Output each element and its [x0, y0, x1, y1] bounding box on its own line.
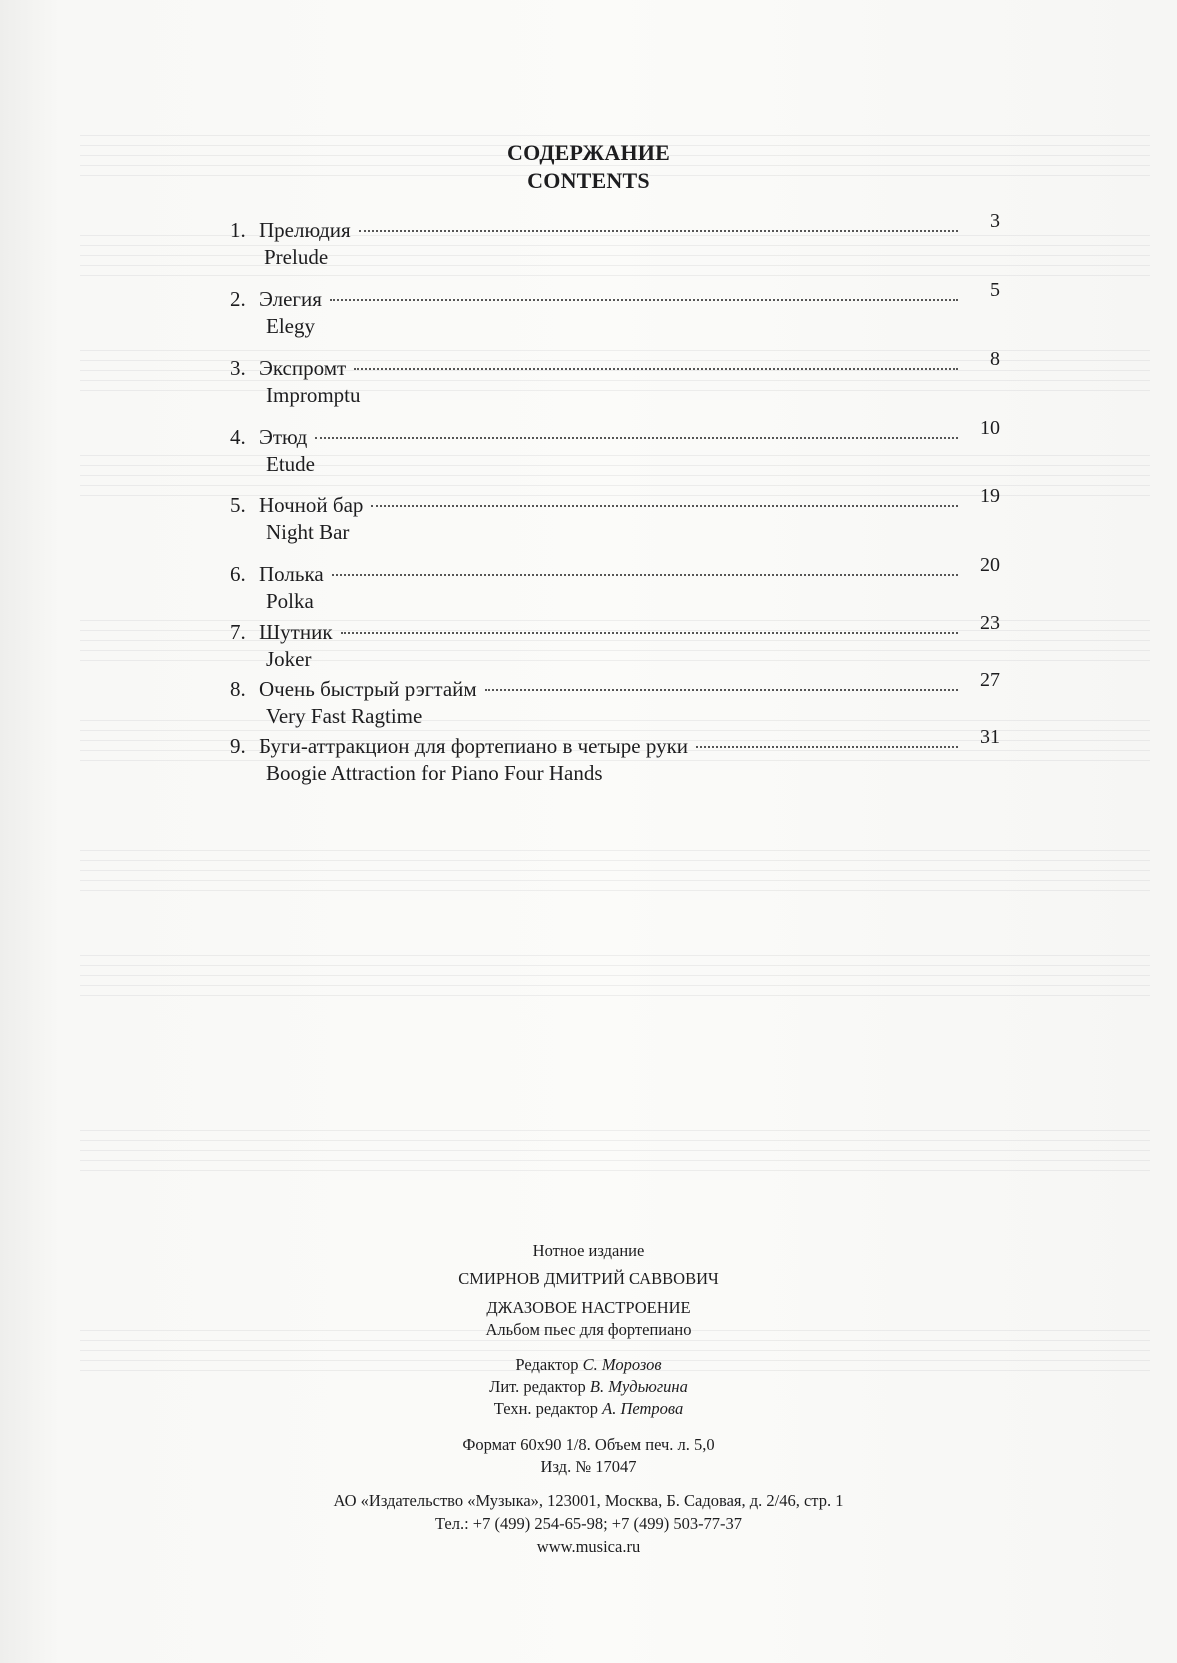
imprint-subtitle: Альбом пьес для фортепиано — [485, 1320, 692, 1339]
dot-leader — [354, 368, 958, 370]
toc-title-en: Impromptu — [266, 383, 361, 407]
toc-number: 4. — [230, 425, 246, 449]
toc-entry[interactable] — [230, 279, 1000, 339]
imprint-format: Формат 60х90 1/8. Объем печ. л. 5,0 — [462, 1435, 715, 1454]
imprint-publisher: АО «Издательство «Музыка», 123001, Москва, Б. Садовая, д. 2/46, стр. 1 — [333, 1491, 844, 1510]
imprint-website[interactable]: www.musica.ru — [536, 1537, 641, 1556]
lit-editor-label: Лит. редактор — [489, 1377, 586, 1396]
toc-entry[interactable] — [230, 554, 1000, 614]
toc-title-ru: Очень быстрый рэгтайм — [259, 677, 477, 701]
dot-leader — [359, 230, 958, 232]
dot-leader — [330, 299, 958, 301]
toc-title-ru: Этюд — [259, 425, 308, 449]
toc-title-ru: Полька — [259, 562, 324, 586]
toc-entry[interactable] — [230, 485, 1000, 545]
toc-page-number: 20 — [980, 554, 1000, 576]
contents-heading-en: CONTENTS — [527, 168, 650, 193]
toc-entry[interactable] — [230, 348, 1000, 408]
imprint-edition-type: Нотное издание — [532, 1241, 645, 1260]
imprint-author: СМИРНОВ ДМИТРИЙ САВВОВИЧ — [458, 1269, 719, 1288]
toc-number: 5. — [230, 493, 246, 517]
bleed-staff — [80, 850, 1150, 900]
toc-number: 6. — [230, 562, 246, 586]
bleed-staff — [80, 1130, 1150, 1180]
toc-number: 3. — [230, 356, 246, 380]
dot-leader — [485, 689, 958, 691]
toc-page-number: 27 — [980, 669, 1000, 691]
imprint-editor — [0, 1354, 1177, 1375]
toc-title-ru: Элегия — [259, 287, 322, 311]
imprint-title: ДЖАЗОВОЕ НАСТРОЕНИЕ — [486, 1298, 691, 1317]
toc-title-en: Boogie Attraction for Piano Four Hands — [266, 761, 603, 785]
toc-entry[interactable] — [230, 210, 1000, 270]
toc-number: 9. — [230, 734, 246, 758]
toc-entry[interactable] — [230, 612, 1000, 672]
toc-title-en: Etude — [266, 452, 315, 476]
imprint-lit-editor — [0, 1376, 1177, 1397]
toc-page-number: 8 — [990, 348, 1000, 370]
toc-page-number: 5 — [990, 279, 1000, 301]
toc-title-en: Night Bar — [266, 520, 350, 544]
dot-leader — [315, 437, 958, 439]
dot-leader — [371, 505, 958, 507]
toc-number: 8. — [230, 677, 246, 701]
toc-title-ru: Прелюдия — [259, 218, 351, 242]
toc-number: 2. — [230, 287, 246, 311]
toc-entry[interactable] — [230, 726, 1000, 786]
bleed-staff — [80, 955, 1150, 1005]
tech-editor-label: Техн. редактор — [493, 1399, 599, 1418]
toc-page-number: 3 — [990, 210, 1000, 232]
imprint-phones: Тел.: +7 (499) 254-65-98; +7 (499) 503-77-37 — [434, 1514, 743, 1533]
imprint-edition-number: Изд. № 17047 — [540, 1457, 637, 1476]
toc-title-en: Very Fast Ragtime — [266, 704, 423, 728]
imprint-tech-editor — [0, 1398, 1177, 1419]
toc-number: 7. — [230, 620, 246, 644]
toc-title-en: Polka — [266, 589, 314, 613]
toc-page-number: 23 — [980, 612, 1000, 634]
toc-entry[interactable] — [230, 669, 1000, 729]
toc-title-en: Elegy — [266, 314, 315, 338]
toc-page-number: 19 — [980, 485, 1000, 507]
toc-title-ru: Шутник — [259, 620, 333, 644]
tech-editor-name: А. Петрова — [602, 1399, 684, 1418]
toc-entry[interactable] — [230, 417, 1000, 477]
dot-leader — [696, 746, 958, 748]
toc-title-ru: Экспромт — [259, 356, 347, 380]
dot-leader — [332, 574, 958, 576]
contents-heading-ru: СОДЕРЖАНИЕ — [507, 140, 670, 165]
editor-name: С. Морозов — [582, 1355, 662, 1374]
toc-title-en: Prelude — [264, 245, 329, 269]
editor-label: Редактор — [515, 1355, 579, 1374]
toc-page-number: 31 — [980, 726, 1000, 748]
toc-title-ru: Буги-аттракцион для фортепиано в четыре руки — [259, 734, 689, 758]
toc-title-ru: Ночной бар — [259, 493, 364, 517]
toc-number: 1. — [230, 218, 246, 242]
toc-title-en: Joker — [266, 647, 312, 671]
dot-leader — [341, 632, 958, 634]
lit-editor-name: В. Мудьюгина — [589, 1377, 688, 1396]
toc-page-number: 10 — [980, 417, 1000, 439]
